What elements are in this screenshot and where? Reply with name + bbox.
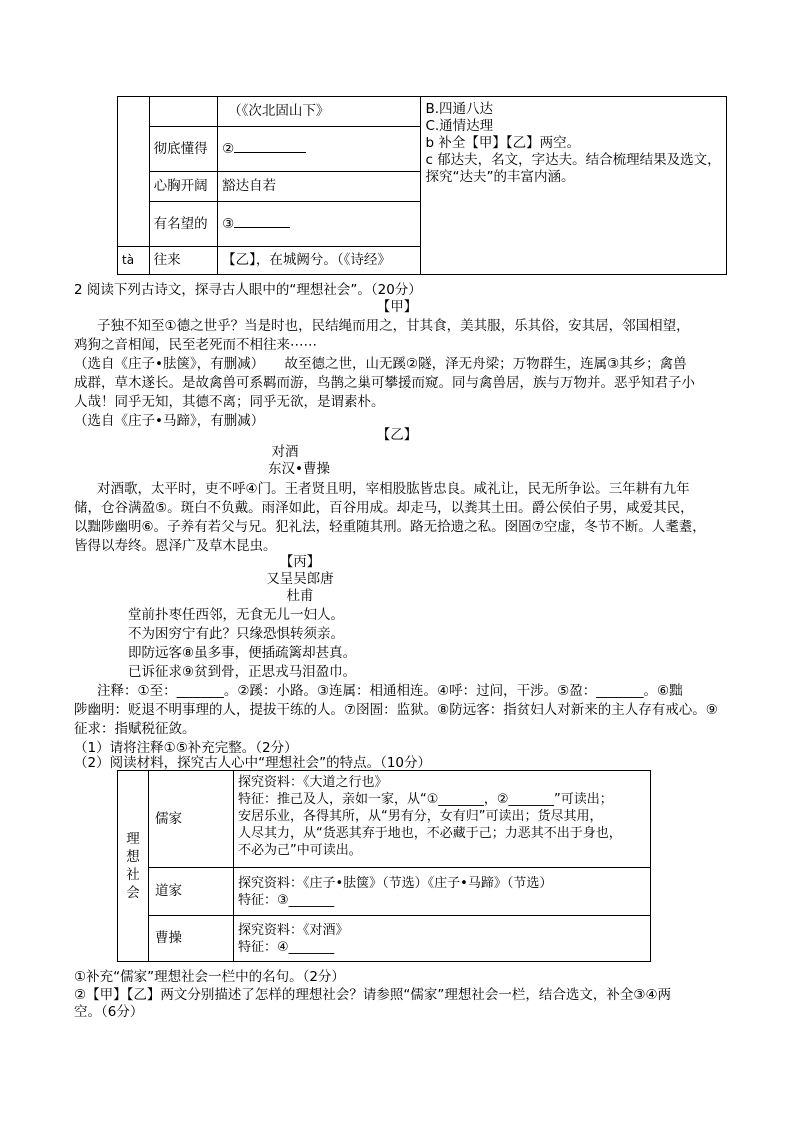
notes-line: 陟幽明：贬退不明事理的人，提拔干练的人。⑦囹圄：监狱。⑧防远客：指贫妇人对新来的主人存有戒心。⑨: [74, 702, 718, 718]
passage-line: 鸡狗之音相闻，民至老死而不相往来⋯⋯: [74, 337, 317, 353]
pinyin-cell-empty: [118, 97, 150, 247]
feature-line: 探究资料：《对酒》: [238, 922, 349, 938]
task-line: C.通情达理: [425, 118, 494, 134]
section-title-yi: 【乙】: [376, 427, 418, 443]
feature-cell: [234, 868, 651, 916]
sub-question: （2）阅读材料，探究古人心中“理想社会”的特点。（10分）: [74, 755, 432, 771]
answer-blank[interactable]: [234, 227, 290, 228]
task-cell: [421, 97, 727, 275]
sub-question: （1）请将注释①⑤补充完整。（2分）: [74, 740, 298, 756]
feature-line: 探究资料：《大道之行也》: [238, 775, 388, 790]
feature-line: 特征：推己及人，亲如一家，从“①_______，②_______”可读出；: [238, 792, 613, 807]
meaning-cell: 豁达自若: [218, 172, 421, 202]
school-cell: 道家: [149, 868, 234, 916]
feature-cell: [234, 916, 651, 962]
notes-line: 征求：指赋税征敛。: [74, 721, 196, 737]
answer-label: ②: [222, 140, 235, 157]
notes-line: 注释：①至：_______。②蹊：小路。③连属：相通相连。④呼：过问，干涉。⑤盈：_______。⑥黜: [97, 683, 683, 699]
task-line: 探究“达夫”的丰富内涵。: [425, 169, 575, 185]
passage-line: （选自《庄子•胠箧》，有删减） 故至德之世，山无蹊②隧，泽无舟梁；万物群生，连属③其乡；禽兽: [74, 356, 687, 372]
task-line: c 郁达夫，名文，字达夫。结合梳理结果及选文，: [425, 152, 721, 168]
word-cell: 彻底懂得: [149, 127, 217, 172]
word-cell: [149, 97, 217, 127]
passage-line: 对酒歌，太平时，吏不呼④门。王者贤且明，宰相股肱皆忠良。咸礼让，民无所争讼。三年耕有九年: [97, 481, 690, 497]
source-cell: [218, 97, 421, 127]
feature-line: 不必为己”中可读出。: [238, 843, 362, 858]
task-line: b 补全【甲】【乙】两空。: [425, 135, 581, 151]
poem-line: 不为困穷宁有此？只缘恐惧转须亲。: [128, 626, 344, 642]
poem-line: 堂前扑枣任西邻，无食无儿一妇人。: [128, 607, 344, 623]
poem-line: 即防远客⑧虽多事，便插疏篱却甚真。: [128, 645, 357, 661]
task-line: ②【甲】【乙】两文分别描述了怎样的理想社会？请参照“儒家”理想社会一栏，结合选文，补全③④两: [74, 987, 672, 1003]
passage-line: 以黜陟幽明⑥。子养有若父与兄。犯礼法，轻重随其刑。路无拾遗之私。囹圄⑦空虚，冬节不断。人耄耋，: [74, 519, 706, 535]
ideal-society-table: [117, 770, 651, 962]
poem-line: 已诉征求⑨贫到骨，正思戎马泪盈巾。: [128, 664, 357, 680]
feature-line: 特征：③_______: [238, 892, 335, 908]
task-line: 空。（6分）: [74, 1004, 144, 1020]
feature-line: 人尽其力，从“货恶其弃于地也，不必藏于己；力恶其不出于身也，: [238, 826, 622, 841]
poem-author: 杜甫: [286, 588, 314, 604]
passage-line: 成群，草木遂长。是故禽兽可系羁而游，鸟鹊之巢可攀援而窥。同与禽兽居，族与万物并。恶乎知君子小: [74, 375, 695, 391]
answer-cell: [218, 127, 421, 172]
school-cell: 儒家: [149, 771, 234, 868]
section-title-bing: 【丙】: [279, 554, 321, 570]
passage-line: 人哉！同乎无知，其德不离；同乎无欲，是谓素朴。: [74, 394, 385, 410]
school-cell: 曹操: [149, 916, 234, 962]
word-cell: 往来: [149, 247, 217, 275]
feature-line: 特征：④_______: [238, 939, 335, 955]
pinyin-cell: tà: [118, 247, 150, 275]
poem-author: 东汉•曹操: [268, 461, 330, 477]
task-line: B.四通八达: [425, 101, 494, 117]
section-title-jia: 【甲】: [376, 299, 418, 315]
vocabulary-table: [117, 96, 727, 275]
side-label-cell: [118, 771, 149, 962]
quote-cell: 【乙】，在城阙兮。（《诗经》: [218, 247, 421, 275]
answer-label: ③: [222, 215, 235, 232]
poem-title: 又呈吴郎唐: [266, 571, 334, 587]
question-intro: 2 阅读下列古诗文，探寻古人眼中的“理想社会”。（20分）: [74, 282, 422, 298]
side-label: 理想社会: [126, 831, 140, 901]
passage-line: 皆得以寿终。恩泽广及草木昆虫。: [74, 538, 277, 554]
word-cell: 有名望的: [149, 202, 217, 247]
feature-cell: [234, 771, 651, 868]
source-text: （《次北固山下》: [228, 103, 330, 119]
answer-cell: [218, 202, 421, 247]
answer-blank[interactable]: [234, 152, 306, 153]
task-line: ①补充“儒家”理想社会一栏中的名句。（2分）: [74, 969, 345, 985]
word-cell: 心胸开阔: [149, 172, 217, 202]
feature-line: 安居乐业，各得其所，从“男有分，女有归”可读出；货尽其用，: [238, 809, 603, 824]
passage-line: 子独不知至①德之世乎？当是时也，民结绳而用之，甘其食，美其服，乐其俗，安其居，邻国相望，: [97, 318, 690, 334]
passage-line: 储，仓谷满盈⑤。斑白不负戴。雨泽如此，百谷用成。却走马，以粪其土田。爵公侯伯子男，咸爱其民，: [74, 500, 694, 516]
feature-line: 探究资料：《庄子•胠箧》（节选）《庄子•马蹄》（节选）: [238, 875, 553, 891]
source-note: （选自《庄子•马蹄》，有删减）: [74, 413, 265, 429]
poem-title: 对酒: [271, 444, 299, 460]
